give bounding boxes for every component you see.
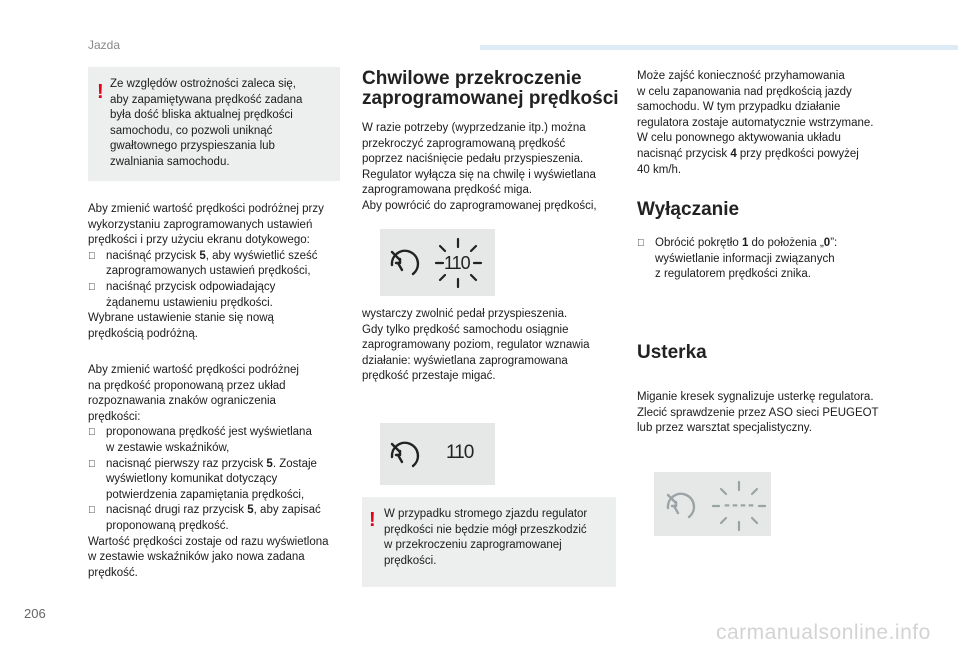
blinking-speed-value: 110	[444, 253, 470, 273]
paragraph-switch-off	[637, 236, 897, 283]
exclamation-icon: !	[369, 509, 376, 531]
heading-fault: Usterka	[637, 342, 707, 363]
warning-box	[88, 67, 340, 181]
header-accent-bar	[480, 45, 958, 50]
list-item: proponowana prędkość jest wyświetlana w zestawie wskaźników,	[88, 425, 346, 456]
list-item: nacisnąć pierwszy raz przycisk 5. Zostaje wyświetlony komunikat dotyczący potwierdzenia zapamiętania prędkości,	[88, 457, 346, 504]
warning-text: W przypadku stromego zjazdu regulator prędkości nie będzie mógł przeszkodzić w przekroczeniu zaprogramowanej prędkości.	[384, 508, 588, 567]
speedometer-icon	[380, 229, 495, 296]
bullet-arrow-icon	[88, 425, 96, 441]
paragraph-preset-speeds: Aby zmienić wartość prędkości podróżnej przy wykorzystaniu zaprogramowanych ustawień prędkości i przy użyciu ekranu dotykowego: naciśnąć przycisk 5, aby wyświetlić sześć zaprogramowanych ustawień prędkości, naciśnąć przycisk odpowiadający żądanemu ustawieniu prędkości. Wybrane ustawienie stanie się nową prędkością podróżną.	[88, 202, 346, 342]
warning-text: Ze względów ostrożności zaleca się, aby zapamiętywana prędkość zadana była dość bliska aktualnej prędkości samochodu, co pozwoli uniknąć gwałtownego przyspieszania lub zwalniania samochodu.	[110, 78, 303, 168]
paragraph-exceed: W razie potrzeby (wyprzedzanie itp.) można przekroczyć zaprogramowaną prędkość poprzez naciśnięcie pedału przyspieszenia. Regulator wyłącza się na chwilę i wyświetlana zaprogramowana prędkość miga. Aby powrócić do zaprogramowanej prędkości,	[362, 122, 597, 212]
paragraph-fault: Miganie kresek sygnalizuje usterkę regulatora. Zlecić sprawdzenie przez ASO sieci PEUGEOT lub przez warsztat specjalistyczny.	[637, 391, 879, 435]
bullet-arrow-icon	[637, 236, 645, 252]
display-blinking-speed	[380, 229, 495, 296]
speedometer-icon	[380, 423, 495, 485]
warning-box-descent	[362, 497, 616, 587]
list-item: nacisnąć drugi raz przycisk 5, aby zapisać proponowaną prędkość.	[88, 503, 346, 534]
list-item: Obrócić pokrętło 1 do położenia „0”: wyświetlanie informacji związanych z regulatorem prędkości znika.	[637, 236, 897, 283]
heading-switch-off: Wyłączanie	[637, 199, 740, 220]
section-label: Jazda	[88, 38, 121, 52]
page-number: 206	[24, 606, 46, 621]
paragraph-resume: wystarczy zwolnić pedał przyspieszenia. Gdy tylko prędkość samochodu osiągnie zaprogramowany poziom, regulator wznawia działanie: wyświetlana zaprogramowana prędkość przestaje migać.	[362, 308, 590, 383]
bullet-arrow-icon	[88, 280, 96, 296]
exclamation-icon: !	[97, 81, 104, 103]
bullet-arrow-icon	[88, 503, 96, 519]
heading-temporary-exceed: Chwilowe przekroczenie zaprogramowanej prędkości	[362, 68, 619, 109]
steady-speed-value: 110	[446, 442, 474, 463]
paragraph-suggested-speed: Aby zmienić wartość prędkości podróżnej na prędkość proponowaną przez układ rozpoznawania znaków ograniczenia prędkości: proponowana prędkość jest wyświetlana w zestawie wskaźników, nacisnąć pierwszy raz przycisk 5. Zostaje wyświetlony komunikat dotyczący potwierdzenia zapamiętania prędkości, nacisnąć drugi raz przycisk 5, aby zapisać proponowaną prędkość. Wartość prędkości zostaje od razu wyświetlona w zestawie wskaźników jako nowa zadana prędkość.	[88, 363, 346, 581]
bullet-arrow-icon	[88, 457, 96, 473]
list-item: naciśnąć przycisk 5, aby wyświetlić sześć zaprogramowanych ustawień prędkości,	[88, 249, 346, 280]
paragraph-braking: Może zajść konieczność przyhamowania w celu zapanowania nad prędkością jazdy samochodu. W tym przypadku działanie regulatora zostaje automatycznie wstrzymane. W celu ponownego aktywowania układu nacisnąć przycisk 4 przy prędkości powyżej 40 km/h.	[637, 70, 874, 176]
fault-dashes: ----	[724, 494, 756, 514]
display-steady-speed	[380, 423, 495, 485]
watermark: carmanualsonline.info	[716, 621, 931, 644]
list-item: naciśnąć przycisk odpowiadający żądanemu ustawieniu prędkości.	[88, 280, 346, 311]
bullet-arrow-icon	[88, 249, 96, 265]
display-fault	[654, 472, 771, 536]
